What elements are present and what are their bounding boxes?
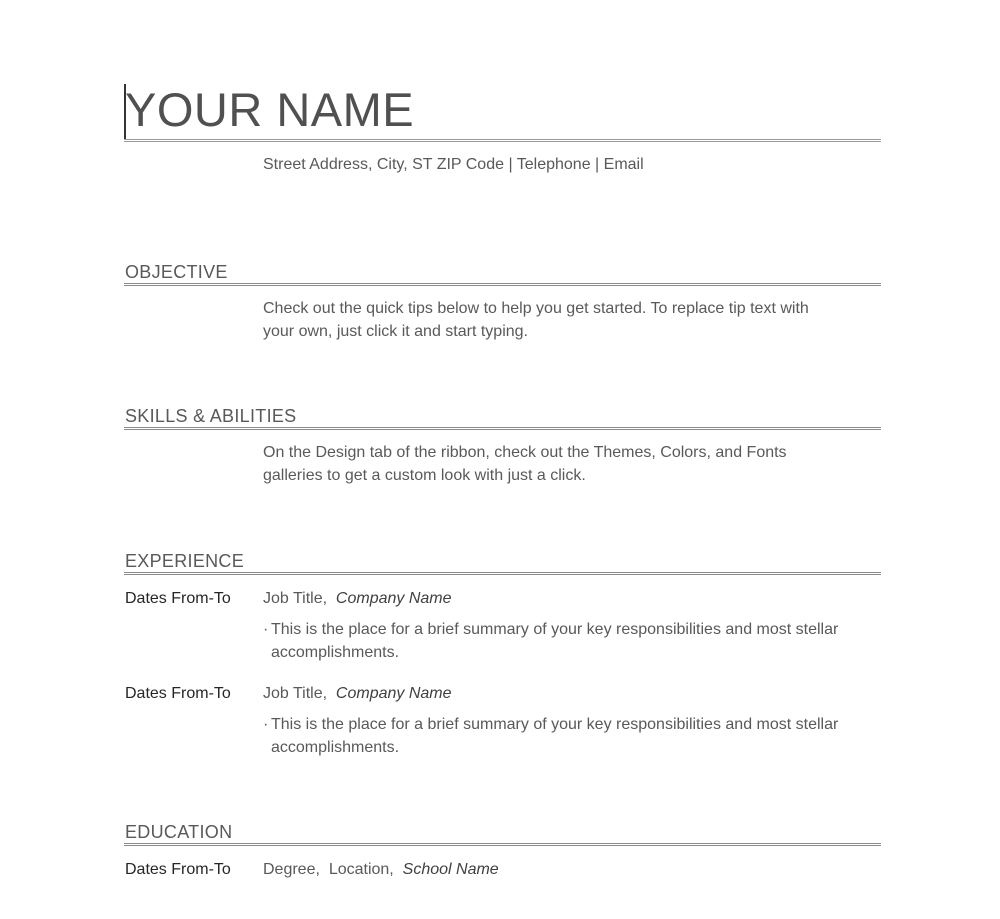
experience-summary[interactable] [263, 619, 841, 664]
education-divider [124, 843, 881, 846]
skills-divider [124, 427, 881, 430]
experience-job-line[interactable] [263, 589, 452, 609]
skills-heading[interactable]: SKILLS & ABILITIES [125, 406, 297, 426]
company-name: Company Name [335, 590, 452, 607]
bullet-icon: · [263, 716, 269, 733]
experience-job-line[interactable] [263, 684, 452, 704]
education-degree-line[interactable] [263, 860, 499, 880]
experience-dates[interactable]: Dates From-To [125, 590, 231, 607]
objective-text[interactable]: Check out the quick tips below to help you get started. To replace tip text with your own, just click it and start typing. [263, 300, 809, 340]
skills-text[interactable]: On the Design tab of the ribbon, check out the Themes, Colors, and Fonts galleries to get a custom look with just a click. [263, 444, 787, 484]
name-divider [124, 139, 881, 142]
experience-divider [124, 572, 881, 575]
objective-divider [124, 283, 881, 286]
bullet-icon: · [263, 621, 269, 638]
objective-heading[interactable]: OBJECTIVE [125, 262, 228, 282]
education-dates[interactable]: Dates From-To [125, 861, 231, 878]
company-name: Company Name [335, 685, 452, 702]
location: Location, [328, 861, 394, 878]
job-title: Job Title, [263, 685, 328, 702]
degree: Degree, [263, 861, 320, 878]
contact-info[interactable]: Street Address, City, ST ZIP Code | Telephone | Email [263, 156, 644, 173]
experience-dates[interactable]: Dates From-To [125, 685, 231, 702]
summary-text: This is the place for a brief summary of your key responsibilities and most stellar accomplishments. [271, 716, 839, 756]
experience-summary[interactable] [263, 714, 841, 759]
your-name[interactable]: YOUR NAME [125, 83, 415, 136]
experience-heading[interactable]: EXPERIENCE [125, 551, 245, 571]
school-name: School Name [402, 861, 499, 878]
job-title: Job Title, [263, 590, 328, 607]
summary-text: This is the place for a brief summary of your key responsibilities and most stellar accomplishments. [271, 621, 839, 661]
education-heading[interactable]: EDUCATION [125, 822, 233, 842]
